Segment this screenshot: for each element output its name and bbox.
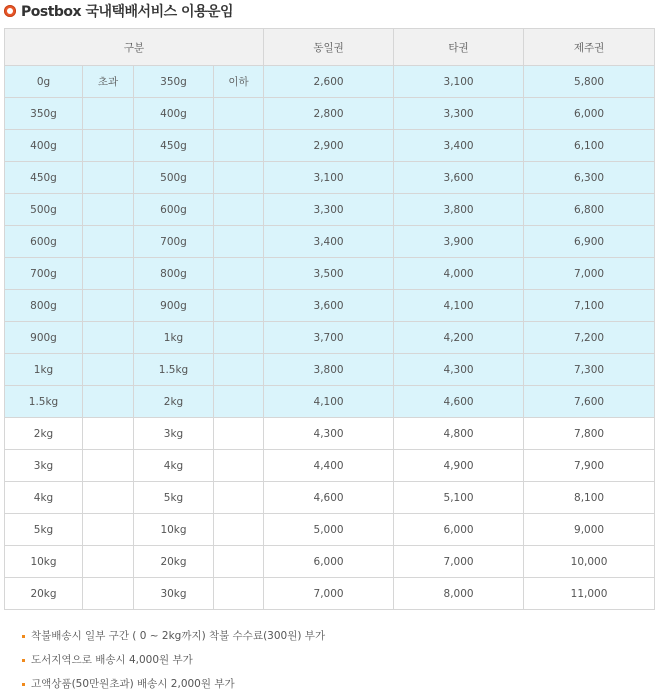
table-row	[5, 66, 655, 98]
weight-from-cell: 1kg	[5, 354, 83, 386]
same-zone-price-cell: 3,300	[264, 194, 394, 226]
under-label-cell	[214, 226, 264, 258]
under-label-cell	[214, 450, 264, 482]
jeju-zone-price-cell: 7,900	[524, 450, 655, 482]
other-zone-price-cell: 3,900	[394, 226, 524, 258]
note-item	[22, 648, 325, 672]
other-zone-price-cell: 3,600	[394, 162, 524, 194]
weight-to-cell: 4kg	[134, 450, 214, 482]
table-row	[5, 322, 655, 354]
weight-from-cell: 3kg	[5, 450, 83, 482]
weight-to-cell: 5kg	[134, 482, 214, 514]
square-bullet-icon	[22, 635, 25, 638]
under-label-cell	[214, 354, 264, 386]
weight-to-cell: 10kg	[134, 514, 214, 546]
header-category: 구분	[5, 29, 264, 66]
header-other-zone: 타권	[394, 29, 524, 66]
other-zone-price-cell: 3,800	[394, 194, 524, 226]
weight-from-cell: 5kg	[5, 514, 83, 546]
same-zone-price-cell: 5,000	[264, 514, 394, 546]
under-label-cell	[214, 322, 264, 354]
same-zone-price-cell: 2,600	[264, 66, 394, 98]
over-label-cell	[83, 450, 134, 482]
jeju-zone-price-cell: 6,000	[524, 98, 655, 130]
under-label-cell	[214, 514, 264, 546]
weight-to-cell: 400g	[134, 98, 214, 130]
over-label-cell	[83, 322, 134, 354]
jeju-zone-price-cell: 8,100	[524, 482, 655, 514]
other-zone-price-cell: 3,100	[394, 66, 524, 98]
under-label-cell	[214, 578, 264, 610]
under-label-cell	[214, 482, 264, 514]
over-label-cell	[83, 386, 134, 418]
table-row	[5, 98, 655, 130]
jeju-zone-price-cell: 6,900	[524, 226, 655, 258]
other-zone-price-cell: 4,600	[394, 386, 524, 418]
over-label-cell	[83, 578, 134, 610]
over-label-cell: 초과	[83, 66, 134, 98]
weight-to-cell: 450g	[134, 130, 214, 162]
other-zone-price-cell: 7,000	[394, 546, 524, 578]
jeju-zone-price-cell: 5,800	[524, 66, 655, 98]
note-item	[22, 624, 325, 648]
jeju-zone-price-cell: 7,300	[524, 354, 655, 386]
weight-from-cell: 450g	[5, 162, 83, 194]
other-zone-price-cell: 3,300	[394, 98, 524, 130]
under-label-cell	[214, 258, 264, 290]
jeju-zone-price-cell: 7,100	[524, 290, 655, 322]
jeju-zone-price-cell: 6,100	[524, 130, 655, 162]
under-label-cell	[214, 546, 264, 578]
weight-from-cell: 0g	[5, 66, 83, 98]
same-zone-price-cell: 3,500	[264, 258, 394, 290]
over-label-cell	[83, 194, 134, 226]
weight-from-cell: 400g	[5, 130, 83, 162]
note-text: 착불배송시 일부 구간 ( 0 ~ 2kg까지) 착불 수수료(300원) 부가	[31, 630, 326, 642]
table-row	[5, 130, 655, 162]
table-row	[5, 258, 655, 290]
over-label-cell	[83, 226, 134, 258]
weight-from-cell: 350g	[5, 98, 83, 130]
weight-to-cell: 3kg	[134, 418, 214, 450]
same-zone-price-cell: 4,100	[264, 386, 394, 418]
same-zone-price-cell: 3,800	[264, 354, 394, 386]
jeju-zone-price-cell: 7,200	[524, 322, 655, 354]
weight-to-cell: 600g	[134, 194, 214, 226]
other-zone-price-cell: 4,900	[394, 450, 524, 482]
over-label-cell	[83, 418, 134, 450]
weight-from-cell: 1.5kg	[5, 386, 83, 418]
table-row	[5, 514, 655, 546]
under-label-cell	[214, 194, 264, 226]
same-zone-price-cell: 4,600	[264, 482, 394, 514]
weight-to-cell: 30kg	[134, 578, 214, 610]
jeju-zone-price-cell: 7,800	[524, 418, 655, 450]
other-zone-price-cell: 4,300	[394, 354, 524, 386]
weight-to-cell: 700g	[134, 226, 214, 258]
other-zone-price-cell: 6,000	[394, 514, 524, 546]
same-zone-price-cell: 6,000	[264, 546, 394, 578]
table-row	[5, 226, 655, 258]
weight-from-cell: 600g	[5, 226, 83, 258]
same-zone-price-cell: 7,000	[264, 578, 394, 610]
weight-from-cell: 500g	[5, 194, 83, 226]
jeju-zone-price-cell: 6,300	[524, 162, 655, 194]
square-bullet-icon	[22, 659, 25, 662]
same-zone-price-cell: 3,600	[264, 290, 394, 322]
table-row	[5, 194, 655, 226]
table-row	[5, 354, 655, 386]
weight-to-cell: 800g	[134, 258, 214, 290]
under-label-cell: 이하	[214, 66, 264, 98]
weight-from-cell: 900g	[5, 322, 83, 354]
weight-from-cell: 20kg	[5, 578, 83, 610]
table-header-row	[5, 29, 655, 66]
same-zone-price-cell: 2,800	[264, 98, 394, 130]
jeju-zone-price-cell: 7,000	[524, 258, 655, 290]
under-label-cell	[214, 130, 264, 162]
jeju-zone-price-cell: 11,000	[524, 578, 655, 610]
same-zone-price-cell: 3,700	[264, 322, 394, 354]
other-zone-price-cell: 3,400	[394, 130, 524, 162]
over-label-cell	[83, 482, 134, 514]
weight-to-cell: 900g	[134, 290, 214, 322]
shipping-rate-table	[4, 28, 655, 610]
under-label-cell	[214, 290, 264, 322]
note-text: 고액상품(50만원초과) 배송시 2,000원 부가	[31, 678, 235, 690]
weight-to-cell: 20kg	[134, 546, 214, 578]
other-zone-price-cell: 4,000	[394, 258, 524, 290]
jeju-zone-price-cell: 7,600	[524, 386, 655, 418]
notes-list	[22, 624, 325, 696]
weight-to-cell: 1.5kg	[134, 354, 214, 386]
table-row	[5, 386, 655, 418]
table-row	[5, 578, 655, 610]
weight-to-cell: 350g	[134, 66, 214, 98]
same-zone-price-cell: 4,400	[264, 450, 394, 482]
page-header	[4, 0, 233, 22]
other-zone-price-cell: 4,200	[394, 322, 524, 354]
weight-to-cell: 1kg	[134, 322, 214, 354]
same-zone-price-cell: 3,400	[264, 226, 394, 258]
weight-to-cell: 500g	[134, 162, 214, 194]
table-row	[5, 418, 655, 450]
note-item	[22, 672, 325, 696]
table-row	[5, 450, 655, 482]
over-label-cell	[83, 98, 134, 130]
weight-from-cell: 700g	[5, 258, 83, 290]
other-zone-price-cell: 4,100	[394, 290, 524, 322]
over-label-cell	[83, 162, 134, 194]
same-zone-price-cell: 3,100	[264, 162, 394, 194]
header-jeju-zone: 제주권	[524, 29, 655, 66]
over-label-cell	[83, 514, 134, 546]
over-label-cell	[83, 130, 134, 162]
under-label-cell	[214, 98, 264, 130]
table-row	[5, 482, 655, 514]
header-same-zone: 동일권	[264, 29, 394, 66]
jeju-zone-price-cell: 9,000	[524, 514, 655, 546]
over-label-cell	[83, 546, 134, 578]
table-row	[5, 546, 655, 578]
weight-from-cell: 2kg	[5, 418, 83, 450]
circle-bullet-icon	[4, 5, 16, 17]
square-bullet-icon	[22, 683, 25, 686]
over-label-cell	[83, 258, 134, 290]
other-zone-price-cell: 4,800	[394, 418, 524, 450]
rate-table-body	[5, 66, 655, 610]
weight-from-cell: 800g	[5, 290, 83, 322]
note-text: 도서지역으로 배송시 4,000원 부가	[31, 654, 193, 666]
same-zone-price-cell: 4,300	[264, 418, 394, 450]
table-row	[5, 162, 655, 194]
under-label-cell	[214, 418, 264, 450]
table-row	[5, 290, 655, 322]
jeju-zone-price-cell: 6,800	[524, 194, 655, 226]
other-zone-price-cell: 8,000	[394, 578, 524, 610]
under-label-cell	[214, 386, 264, 418]
over-label-cell	[83, 354, 134, 386]
weight-from-cell: 10kg	[5, 546, 83, 578]
jeju-zone-price-cell: 10,000	[524, 546, 655, 578]
over-label-cell	[83, 290, 134, 322]
under-label-cell	[214, 162, 264, 194]
weight-from-cell: 4kg	[5, 482, 83, 514]
other-zone-price-cell: 5,100	[394, 482, 524, 514]
page-title: Postbox 국내택배서비스 이용운임	[21, 4, 234, 20]
weight-to-cell: 2kg	[134, 386, 214, 418]
same-zone-price-cell: 2,900	[264, 130, 394, 162]
